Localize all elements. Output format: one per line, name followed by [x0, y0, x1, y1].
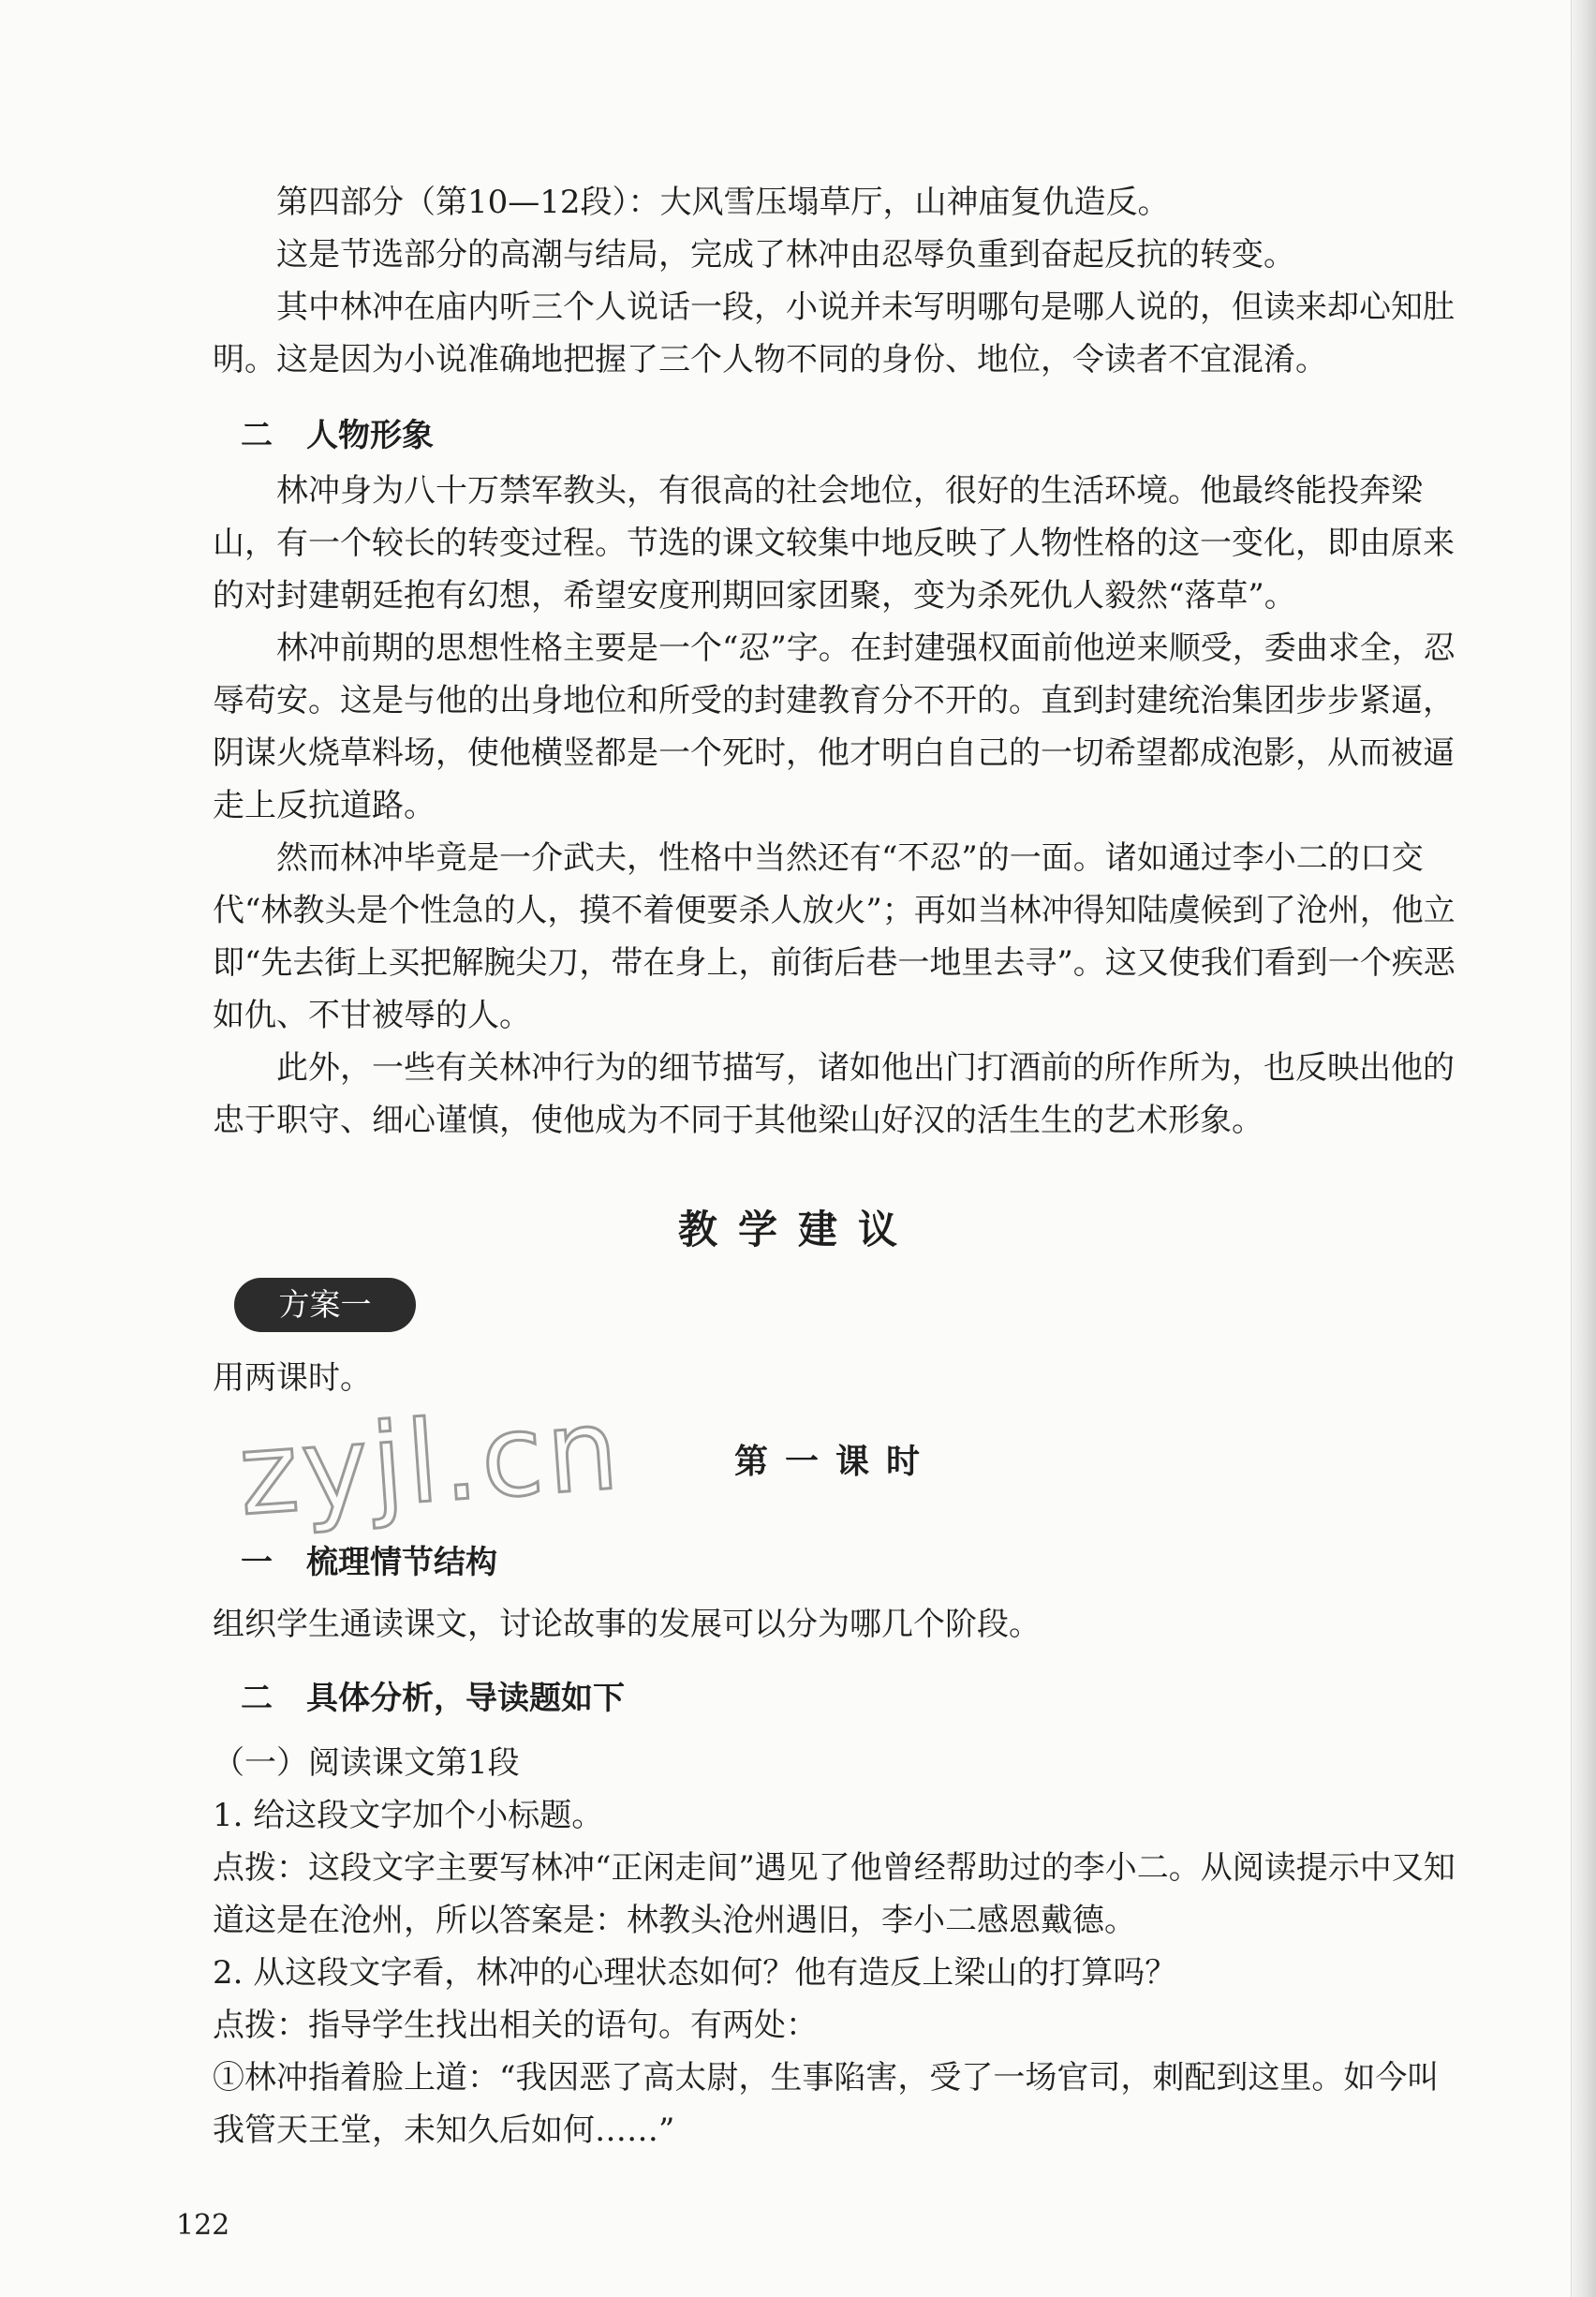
page-binding-edge — [1572, 0, 1596, 2297]
paragraph-climax: 这是节选部分的高潮与结局，完成了林冲由忍辱负重到奋起反抗的转变。 — [276, 236, 1295, 274]
teaching-suggestions-title: 教学建议 — [677, 1207, 918, 1252]
question-1: 1. 给这段文字加个小标题。 — [213, 1797, 604, 1834]
answer-2: 点拨：指导学生找出相关的语句。有两处： — [213, 2007, 818, 2044]
paragraph-character-3: 然而林冲毕竟是一介武夫，性格中当然还有“不忍”的一面。诸如通过李小二的口交代“林教头是个性急的人，摸不着便要杀人放火”；再如当林冲得知陆虞候到了沧州，他立即“先去街上买把解腕尖刀，带在身上，前街后巷一地里去寻”。这又使我们看到一个疾恶如仇、不甘被辱的人。 — [213, 839, 1456, 1034]
plan-text: 用两课时。 — [213, 1359, 372, 1397]
watermark: zyjl.cn — [234, 1384, 627, 1542]
step-number-1: 一 — [241, 1544, 273, 1581]
paragraph-character-2: 林冲前期的思想性格主要是一个“忍”字。在封建强权面前他逆来顺受，委曲求全，忍辱苟安。这是与他的出身地位和所受的封建教育分不开的。直到封建统治集团步步紧逼，阴谋火烧草料场，使他横竖都是一个死时，他才明白自己的一切希望都成泡影，从而被逼走上反抗道路。 — [213, 630, 1456, 824]
plan-badge: 方案一 — [234, 1278, 416, 1332]
step-text-1: 组织学生通读课文，讨论故事的发展可以分为哪几个阶段。 — [213, 1606, 1041, 1643]
question-2: 2. 从这段文字看，林冲的心理状态如何？他有造反上梁山的打算吗？ — [213, 1954, 1177, 1992]
paragraph-part-four: 第四部分（第10—12段）：大风雪压塌草厅，山神庙复仇造反。 — [276, 184, 1170, 221]
paragraph-three-voices: 其中林冲在庙内听三个人说话一段，小说并未写明哪句是哪人说的，但读来却心知肚明。这是因为小说准确地把握了三个人物不同的身份、地位，令读者不宜混淆。 — [213, 289, 1455, 378]
section-number: 二 — [241, 417, 273, 454]
step-number-2: 二 — [241, 1680, 273, 1717]
section-heading-character — [213, 409, 434, 462]
step-title-2: 具体分析，导读题如下 — [306, 1680, 625, 1717]
quote-1: ①林冲指着脸上道：“我因恶了高太尉，生事陷害，受了一场官司，刺配到这里。如今叫我管天王堂，未知久后如何……” — [213, 2059, 1440, 2149]
answer-1: 点拨：这段文字主要写林冲“正闲走间”遇见了他曾经帮助过的李小二。从阅读提示中又知道这是在沧州，所以答案是：林教头沧州遇旧，李小二感恩戴德。 — [213, 1849, 1456, 1939]
step-title-1: 梳理情节结构 — [306, 1544, 497, 1581]
step-heading-2 — [213, 1672, 625, 1725]
lesson-title: 第一课时 — [733, 1443, 937, 1481]
section-title: 人物形象 — [306, 417, 434, 454]
page-number: 122 — [176, 2209, 230, 2242]
step-heading-1 — [213, 1536, 497, 1589]
subsection-1: （一）阅读课文第1段 — [213, 1744, 520, 1782]
paragraph-character-1: 林冲身为八十万禁军教头，有很高的社会地位，很好的生活环境。他最终能投奔梁山，有一个较长的转变过程。节选的课文较集中地反映了人物性格的这一变化，即由原来的对封建朝廷抱有幻想，希望安度刑期回家团聚，变为杀死仇人毅然“落草”。 — [213, 472, 1455, 615]
paragraph-character-4: 此外，一些有关林冲行为的细节描写，诸如他出门打酒前的所作所为，也反映出他的忠于职守、细心谨慎，使他成为不同于其他梁山好汉的活生生的艺术形象。 — [213, 1049, 1455, 1139]
